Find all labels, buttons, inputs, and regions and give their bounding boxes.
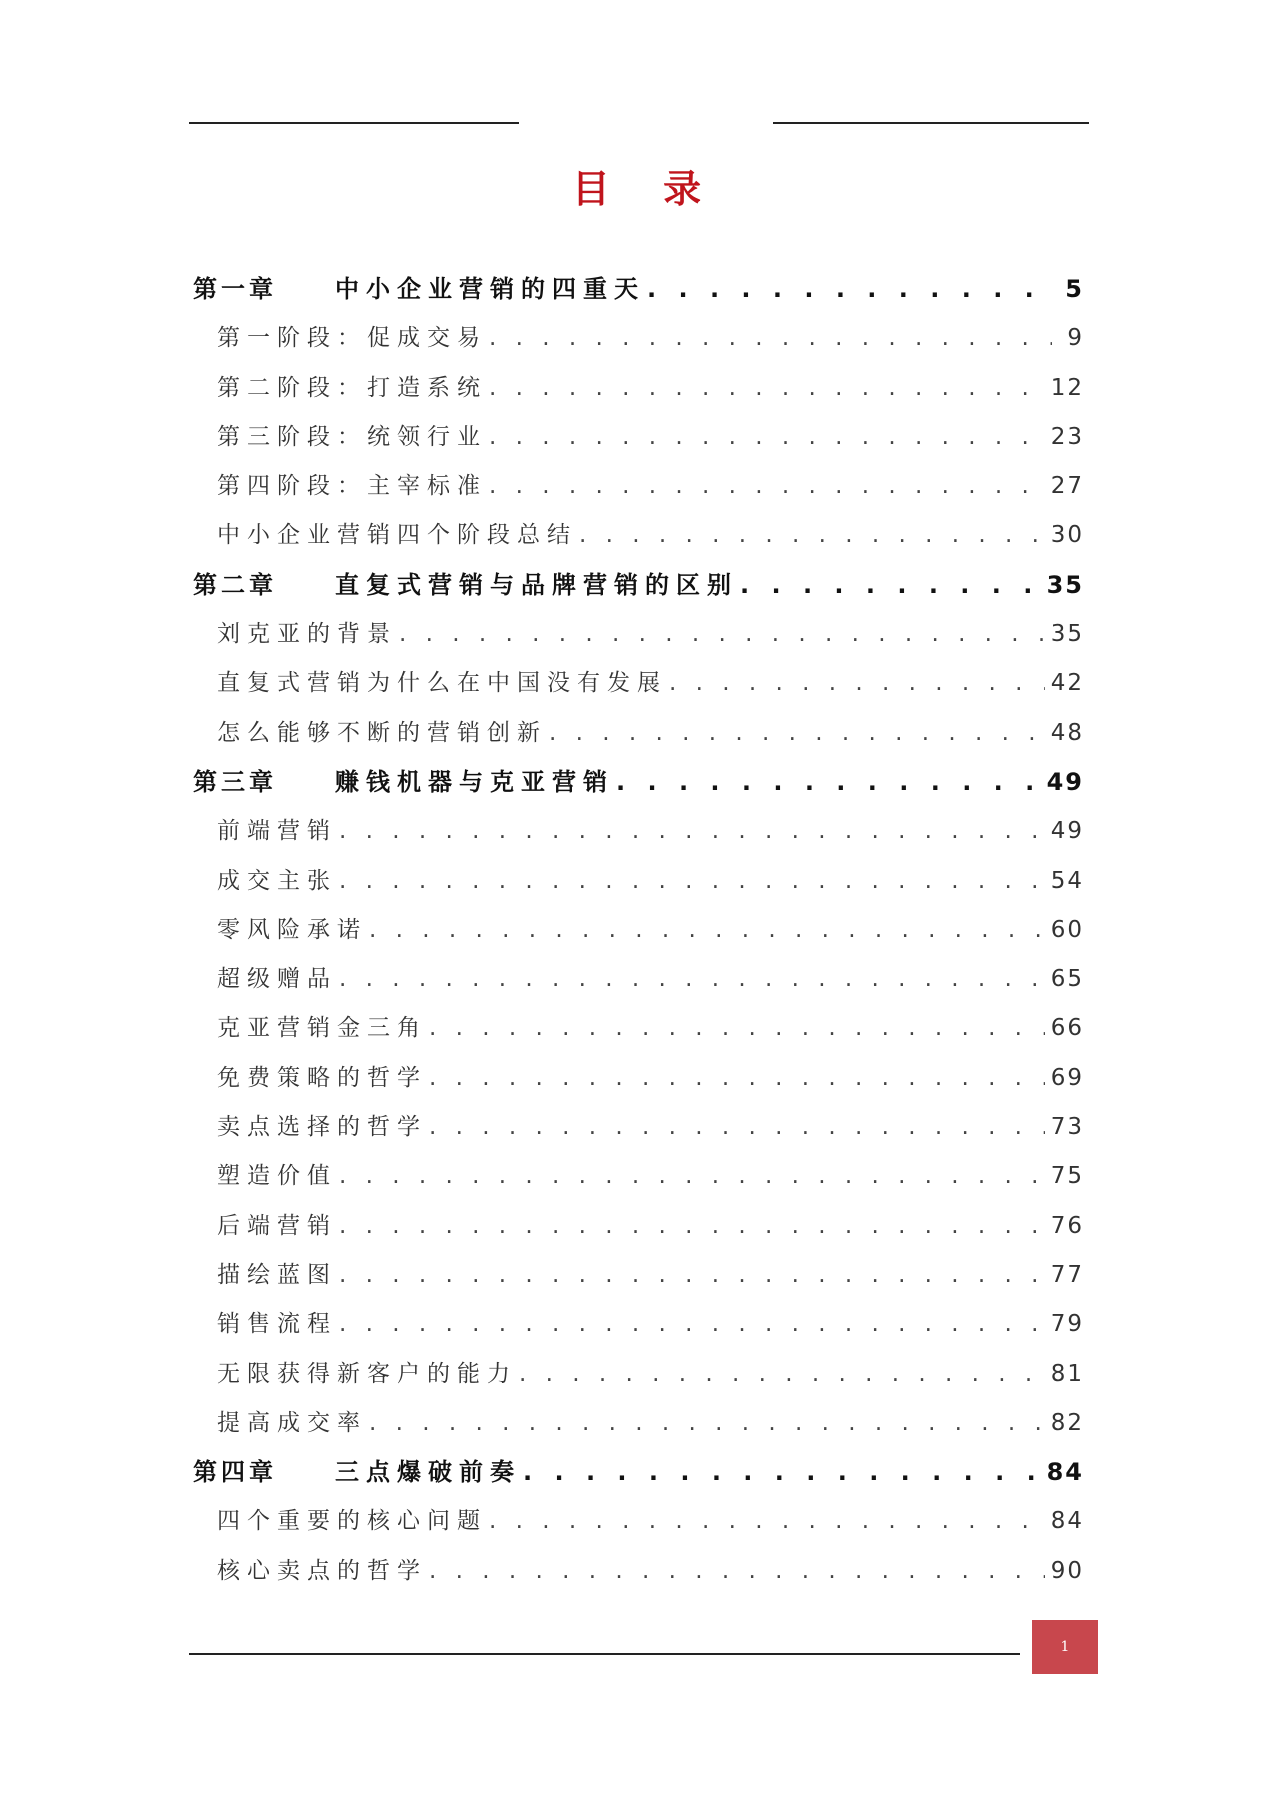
toc-section-entry[interactable] [193,1547,1084,1596]
entry-page-number: 60 [1050,916,1084,943]
section-title: 免费策略的哲学 [217,1064,427,1091]
section-title: 描绘蓝图 [217,1261,337,1288]
entry-page-number: 69 [1050,1064,1084,1091]
chapter-title: 中小企业营销的四重天 [335,275,645,303]
dot-leader [669,659,1045,708]
toc-title: 目 录 [571,167,722,211]
entry-page-number: 90 [1050,1557,1084,1584]
toc-section-entry[interactable] [193,659,1084,708]
entry-page-number: 23 [1050,423,1084,450]
dot-leader [489,1497,1045,1546]
footer-rule [189,1653,1020,1655]
chapter-number: 第四章 [193,1458,277,1487]
entry-page-number: 73 [1050,1114,1084,1141]
section-title: 第三阶段：统领行业 [217,423,487,450]
dot-leader [339,857,1045,906]
toc-chapter-entry[interactable] [193,1448,1084,1497]
header-rule-right [773,122,1089,124]
chapter-title: 三点爆破前奏 [335,1458,521,1487]
toc-section-entry[interactable] [193,1202,1084,1251]
toc-section-entry[interactable] [193,314,1084,363]
entry-page-number: 27 [1050,473,1084,500]
entry-page-number: 30 [1050,522,1084,549]
dot-leader [647,265,1052,314]
dot-leader [369,906,1045,955]
section-title: 成交主张 [217,867,337,894]
entry-page-number: 48 [1050,719,1084,746]
toc-section-entry[interactable] [193,1497,1084,1546]
toc-section-entry[interactable] [193,511,1084,560]
toc-section-entry[interactable] [193,906,1084,955]
toc-section-entry[interactable] [193,1004,1084,1053]
chapter-number: 第三章 [193,767,277,796]
entry-page-number: 82 [1050,1409,1084,1436]
toc-section-entry[interactable] [193,462,1084,511]
section-title: 前端营销 [217,818,337,845]
dot-leader [489,364,1045,413]
section-title: 销售流程 [217,1311,337,1338]
dot-leader [489,314,1052,363]
dot-leader [429,1054,1045,1103]
dot-leader [339,1251,1045,1300]
dot-leader [549,709,1045,758]
toc-section-entry[interactable] [193,955,1084,1004]
toc-section-entry[interactable] [193,610,1084,659]
entry-page-number: 84 [1046,1458,1084,1487]
chapter-title: 赚钱机器与克亚营销 [335,767,614,796]
dot-leader [339,1152,1045,1201]
section-title: 刘克亚的背景 [217,621,397,648]
toc-section-entry[interactable] [193,1152,1084,1201]
section-title: 克亚营销金三角 [217,1015,427,1042]
dot-leader [579,511,1045,560]
dot-leader [339,1202,1045,1251]
toc-section-entry[interactable] [193,1350,1084,1399]
section-title: 四个重要的核心问题 [217,1508,487,1535]
entry-page-number: 79 [1050,1311,1084,1338]
entry-page-number: 49 [1050,818,1084,845]
entry-page-number: 35 [1046,570,1084,599]
dot-leader [339,955,1045,1004]
entry-page-number: 65 [1050,966,1084,993]
toc-section-entry[interactable] [193,1103,1084,1152]
entry-page-number: 5 [1065,275,1084,303]
entry-page-number: 54 [1050,867,1084,894]
section-title: 直复式营销为什么在中国没有发展 [217,670,667,697]
section-title: 第二阶段：打造系统 [217,374,487,401]
chapter-title: 直复式营销与品牌营销的区别 [335,570,738,599]
table-of-contents [193,265,1084,1596]
toc-section-entry[interactable] [193,807,1084,856]
entry-page-number: 81 [1050,1360,1084,1387]
entry-page-number: 35 [1050,621,1084,648]
section-title: 零风险承诺 [217,916,367,943]
section-title: 后端营销 [217,1212,337,1239]
toc-section-entry[interactable] [193,413,1084,462]
chapter-number: 第二章 [193,570,277,599]
dot-leader [429,1004,1045,1053]
dot-leader [429,1103,1045,1152]
dot-leader [369,1399,1045,1448]
toc-section-entry[interactable] [193,1399,1084,1448]
page-number-badge: 1 [1032,1620,1098,1674]
entry-page-number: 9 [1067,325,1084,352]
dot-leader [429,1547,1045,1596]
section-title: 核心卖点的哲学 [217,1557,427,1584]
section-title: 怎么能够不断的营销创新 [217,719,547,746]
entry-page-number: 49 [1046,767,1084,796]
toc-chapter-entry[interactable] [193,265,1084,314]
chapter-number: 第一章 [193,275,277,303]
section-title: 卖点选择的哲学 [217,1114,427,1141]
toc-section-entry[interactable] [193,1251,1084,1300]
toc-section-entry[interactable] [193,1054,1084,1103]
section-title: 中小企业营销四个阶段总结 [217,522,577,549]
toc-chapter-entry[interactable] [193,561,1084,610]
dot-leader [339,1300,1045,1349]
entry-page-number: 76 [1050,1212,1084,1239]
section-title: 提高成交率 [217,1409,367,1436]
dot-leader [616,758,1041,807]
dot-leader [399,610,1045,659]
entry-page-number: 84 [1050,1508,1084,1535]
dot-leader [339,807,1045,856]
entry-page-number: 42 [1050,670,1084,697]
section-title: 超级赠品 [217,966,337,993]
dot-leader [489,462,1045,511]
dot-leader [740,561,1041,610]
toc-section-entry[interactable] [193,857,1084,906]
toc-section-entry[interactable] [193,709,1084,758]
toc-chapter-entry[interactable] [193,758,1084,807]
dot-leader [519,1350,1045,1399]
section-title: 第一阶段：促成交易 [217,325,487,352]
toc-section-entry[interactable] [193,1300,1084,1349]
section-title: 无限获得新客户的能力 [217,1360,517,1387]
section-title: 第四阶段：主宰标准 [217,473,487,500]
entry-page-number: 77 [1050,1261,1084,1288]
entry-page-number: 66 [1050,1015,1084,1042]
header-rule-left [189,122,519,124]
entry-page-number: 75 [1050,1163,1084,1190]
dot-leader [523,1448,1041,1497]
toc-section-entry[interactable] [193,364,1084,413]
dot-leader [489,413,1045,462]
section-title: 塑造价值 [217,1163,337,1190]
entry-page-number: 12 [1050,374,1084,401]
